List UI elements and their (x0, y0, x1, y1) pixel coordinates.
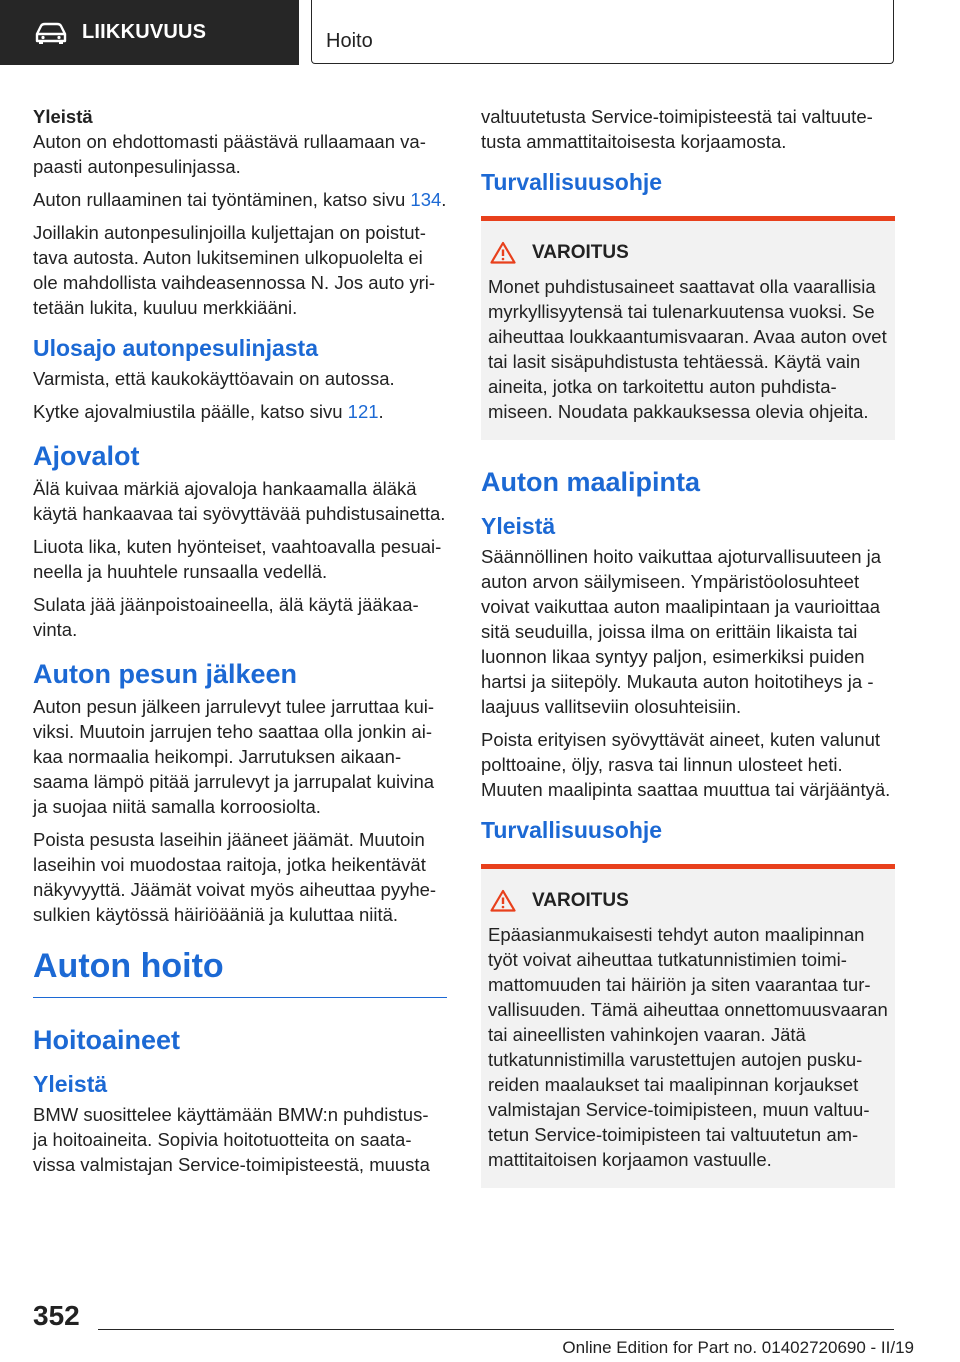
heading-yleista: Yleistä (481, 513, 556, 539)
topic-tab (311, 0, 894, 64)
heading-auton-hoito: Auton hoito (33, 945, 447, 998)
warning-text: Monet puhdistusaineet saattavat olla vaarallisia myrkyllisyytensä tai tulenarkuutensa vuoksi. Se aiheuttaa loukkaantumisvaaran. Avaa auton ovet tai lasit sisäpuhdistusta tehtäessä. Käytä vain aineita, jotka on tarkoitettu auton puhdistamiseen. Noudata pakkauksessa olevia ohjeita. (488, 276, 887, 422)
paragraph: Sulata jää jäänpoistoaineella, älä käytä jääkaavinta. (33, 594, 419, 640)
footer-divider (98, 1329, 894, 1330)
heading-yleista: Yleistä (33, 1071, 108, 1097)
warning-box (481, 216, 895, 440)
page-link-121[interactable]: 121 (347, 401, 379, 422)
paragraph: Auton rullaaminen tai työntäminen, katso sivu 134. (33, 189, 447, 210)
edition-note: Online Edition for Part no. 01402720690 - II/19 (562, 1338, 914, 1357)
warning-triangle-icon (490, 241, 516, 264)
paragraph: Poista pesusta laseihin jääneet jäämät. Muutoin laseihin voi muodostaa raitoja, jotka heikentävät näkyvyyttä. Jäämät voivat myös aiheuttaa pyyhesulkien käytössä häiriöääniä ja kuluttaa niitä. (33, 829, 437, 925)
paragraph: Joillakin autonpesulinjoilla kuljettajan on poistuttava autosta. Auton lukitseminen ulkopuolelta ei ole mahdollista vaihdeasennossa N. Jos auto yritetään lukita, kuuluu merkkiääni. (33, 222, 436, 318)
subheading-yleista: Yleistä (33, 106, 93, 127)
page-link-134[interactable]: 134 (410, 189, 442, 210)
heading-hoitoaineet: Hoitoaineet (33, 1025, 181, 1055)
heading-auton-maalipinta: Auton maalipinta (481, 467, 701, 497)
heading-ulosajo: Ulosajo autonpesulinjasta (33, 335, 318, 361)
heading-turvallisuusohje: Turvallisuusohje (481, 817, 663, 843)
left-column (33, 104, 447, 1185)
warning-title: VAROITUS (532, 889, 629, 911)
page-number: 352 (33, 1300, 80, 1331)
paragraph: BMW suosittelee käyttämään BMW:n puhdistus- ja hoitoaineita. Sopivia hoitotuotteita on saatavissa valmistajan Service-toimipisteestä, muusta (33, 1104, 430, 1175)
paragraph: valtuutetusta Service-toimipisteestä tai valtuutetusta ammattitaitoisesta korjaamosta. (481, 106, 873, 152)
paragraph: Älä kuivaa märkiä ajovaloja hankaamalla äläkä käytä hankaavaa tai syövyttävää puhdistusainetta. (33, 478, 446, 524)
heading-auton-pesun-jalkeen: Auton pesun jälkeen (33, 659, 298, 689)
paragraph: Auton on ehdottomasti päästävä rullaamaan vapaasti autonpesulinjassa. (33, 131, 426, 177)
heading-ajovalot: Ajovalot (33, 441, 140, 471)
right-column (481, 104, 895, 1188)
heading-turvallisuusohje: Turvallisuusohje (481, 169, 663, 195)
warning-title: VAROITUS (532, 241, 629, 263)
warning-text: Epäasianmukaisesti tehdyt auton maalipinnan työt voivat aiheuttaa tutkatunnistimien toimimattomuuden tai häiriön ja siten vaarantaa turvallisuuden. Tämä aiheuttaa onnettomuusvaaran tai aineellisten vahinkojen vaaran. Jätä tutkatunnistimilla varustettujen autojen puskureiden maalaukset tai maalipinnan korjaukset valmistajan Service-toimipisteen, muun valtuutetun Service-toimipisteen tai valtuutetun ammattitaitoisen korjaamon vastuulle. (488, 924, 888, 1170)
paragraph: Säännöllinen hoito vaikuttaa ajoturvallisuuteen ja auton arvon säilymiseen. Ympäristöolosuhteet voivat vaikuttaa auton maalipintaan ja vaurioittaa sitä seuduilla, joissa ilma on erittäin likaista tai luonnon likaa syntyy paljon, esimerkiksi puiden hartsi ja siitepöly. Mukauta auton hoitotiheys ja laajuus vallitseviin olosuhteisiin. (481, 546, 882, 717)
paragraph: Auton pesun jälkeen jarrulevyt tulee jarruttaa kuiviksi. Muutoin jarrujen teho saattaa olla jonkin aikaa normaalia heikompi. Jarrutuksen aikaansaama lämpö pitää jarrulevyt ja jarrupalat kuivina ja suojaa niitä samalla korroosiolta. (33, 696, 435, 817)
car-icon (34, 22, 68, 44)
topic-title: Hoito (326, 30, 373, 52)
section-title: LIIKKUVUUS (82, 21, 207, 43)
warning-box (481, 864, 895, 1188)
paragraph: Liuota lika, kuten hyönteiset, vaahtoavalla pesuaineella ja huuhtele runsaalla vedellä. (33, 536, 442, 582)
warning-triangle-icon (490, 889, 516, 912)
paragraph: Kytke ajovalmiustila päälle, katso sivu 121. (33, 401, 384, 422)
paragraph: Varmista, että kaukokäyttöavain on autossa. (33, 368, 395, 389)
section-tab (0, 0, 299, 65)
paragraph: Poista erityisen syövyttävät aineet, kuten valunut polttoaine, öljy, rasva tai linnun ulosteet heti. Muuten maalipinta saattaa muuttua tai värjääntyä. (481, 729, 891, 800)
